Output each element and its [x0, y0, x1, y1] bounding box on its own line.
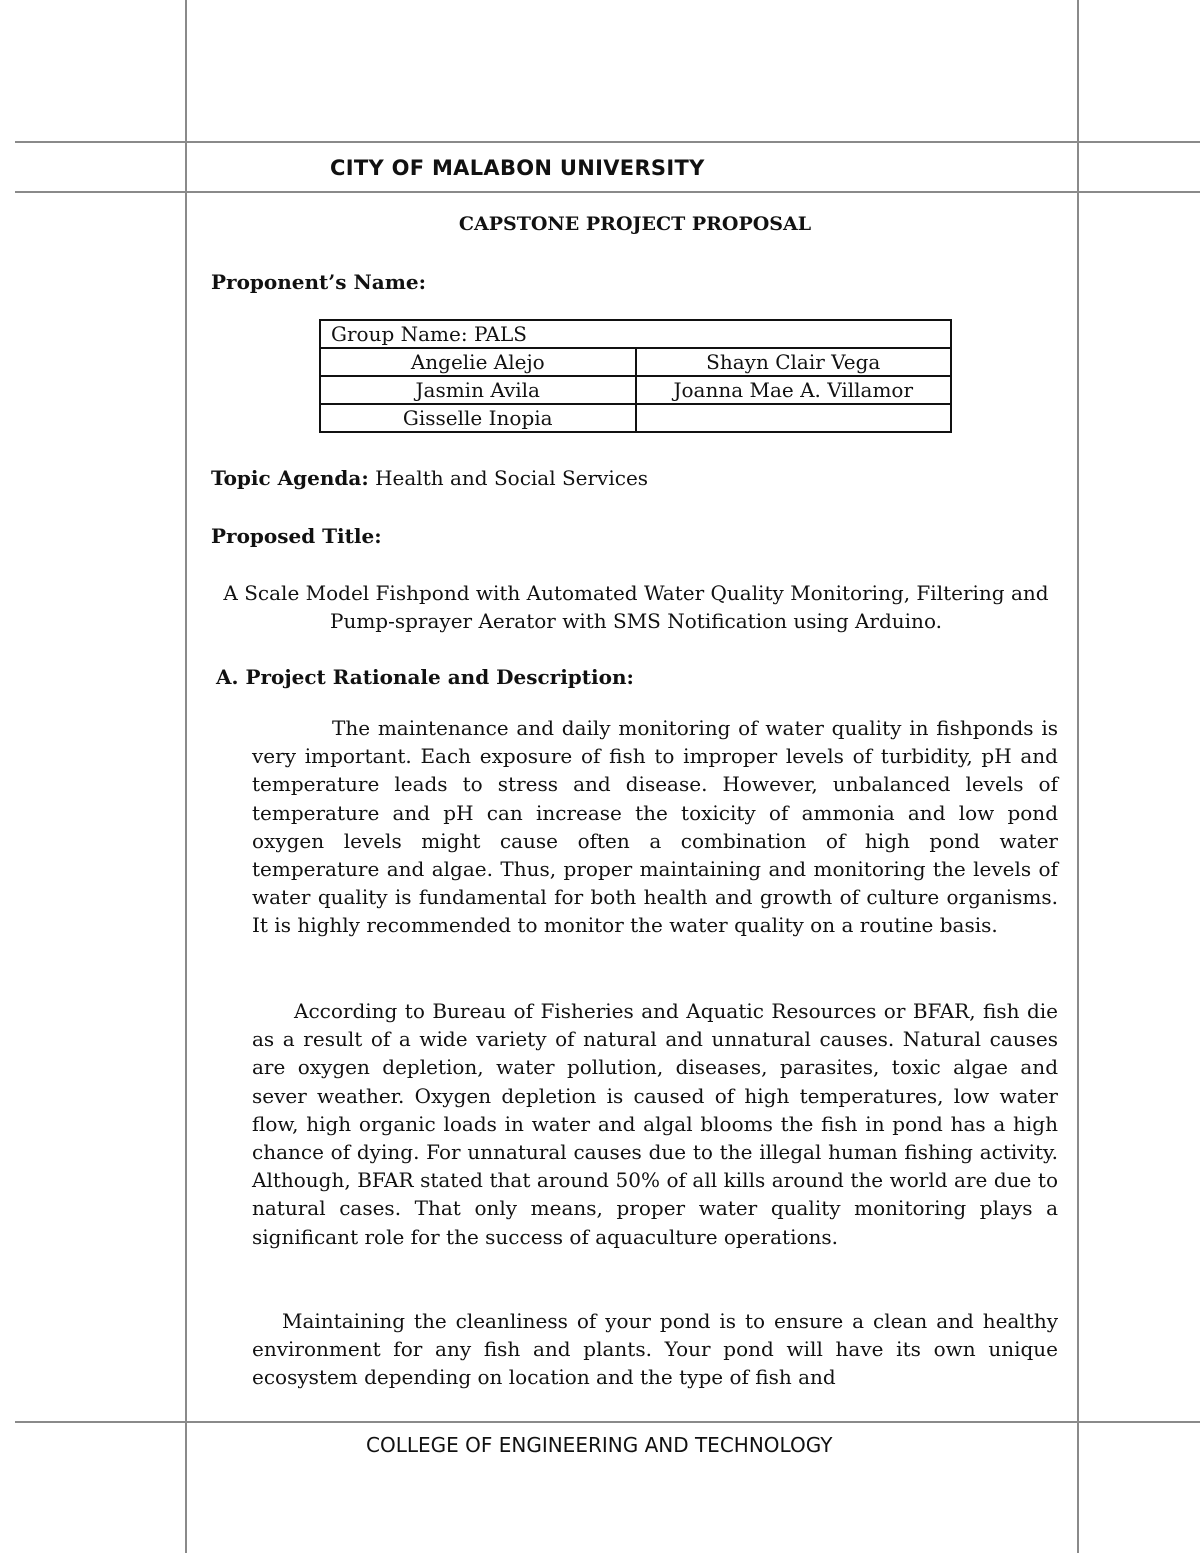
topic-agenda-label: Topic Agenda: [211, 466, 369, 490]
university-name: CITY OF MALABON UNIVERSITY [330, 156, 705, 180]
member-cell: Shayn Clair Vega [636, 348, 952, 376]
member-cell: Gisselle Inopia [320, 404, 636, 432]
member-cell: Angelie Alejo [320, 348, 636, 376]
proposed-title-label [211, 524, 382, 548]
member-cell: Joanna Mae A. Villamor [636, 376, 952, 404]
group-name-cell: Group Name: PALS [320, 320, 951, 348]
rationale-paragraph-2: According to Bureau of Fisheries and Aquatic Resources or BFAR, fish die as a result of a wide variety of natural and unnatural causes. Natural causes are oxygen depletion, water pollution, diseases, parasites, toxic algae and sever weather. Oxygen depletion is caused of high temperatures, low water flow, high organic loads in water and algal blooms the fish in pond has a high chance of dying. For unnatural causes due to the illegal human fishing activity. Although, BFAR stated that around 50% of all kills around the world are due to natural cases. That only means, proper water quality monitoring plays a significant role for the success of aquaculture operations. [252, 999, 1058, 1249]
proposed-title-label-text: Proposed Title: [211, 524, 382, 548]
topic-agenda-value: Health and Social Services [368, 466, 649, 490]
table-row [320, 348, 951, 376]
header-line-top [15, 141, 1200, 143]
proponents-label-text: Proponent’s Name: [211, 270, 426, 294]
proposed-title: A Scale Model Fishpond with Automated Water Quality Monitoring, Filtering and Pump-sprayer Aerator with SMS Notification using Arduino. [223, 581, 1049, 633]
member-cell-empty [636, 404, 952, 432]
table-row [320, 376, 951, 404]
rationale-paragraph-1: The maintenance and daily monitoring of water quality in fishponds is very important. Each exposure of fish to improper levels of turbidity, pH and temperature leads to stress and disease. However, unbalanced levels of temperature and pH can increase the toxicity of ammonia and low pond oxygen levels might cause often a combination of high pond water temperature and algae. Thus, proper maintaining and monitoring the levels of water quality is fundamental for both health and growth of culture organisms. It is highly recommended to monitor the water quality on a routine basis. [252, 716, 1058, 938]
document-title: CAPSTONE PROJECT PROPOSAL [458, 213, 812, 235]
table-row [320, 320, 951, 348]
section-a-heading: A. Project Rationale and Description: [216, 665, 634, 689]
table-row [320, 404, 951, 432]
group-members-table [319, 319, 952, 433]
topic-agenda [211, 466, 648, 490]
college-name: COLLEGE OF ENGINEERING AND TECHNOLOGY [366, 1433, 833, 1457]
header-line-bottom [15, 191, 1200, 193]
proponents-label [211, 270, 426, 294]
rationale-paragraph-3: Maintaining the cleanliness of your pond is to ensure a clean and healthy environment for any fish and plants. Your pond will have its own unique ecosystem depending on location and the type of fish and [252, 1309, 1058, 1390]
footer-line [15, 1421, 1200, 1423]
member-cell: Jasmin Avila [320, 376, 636, 404]
